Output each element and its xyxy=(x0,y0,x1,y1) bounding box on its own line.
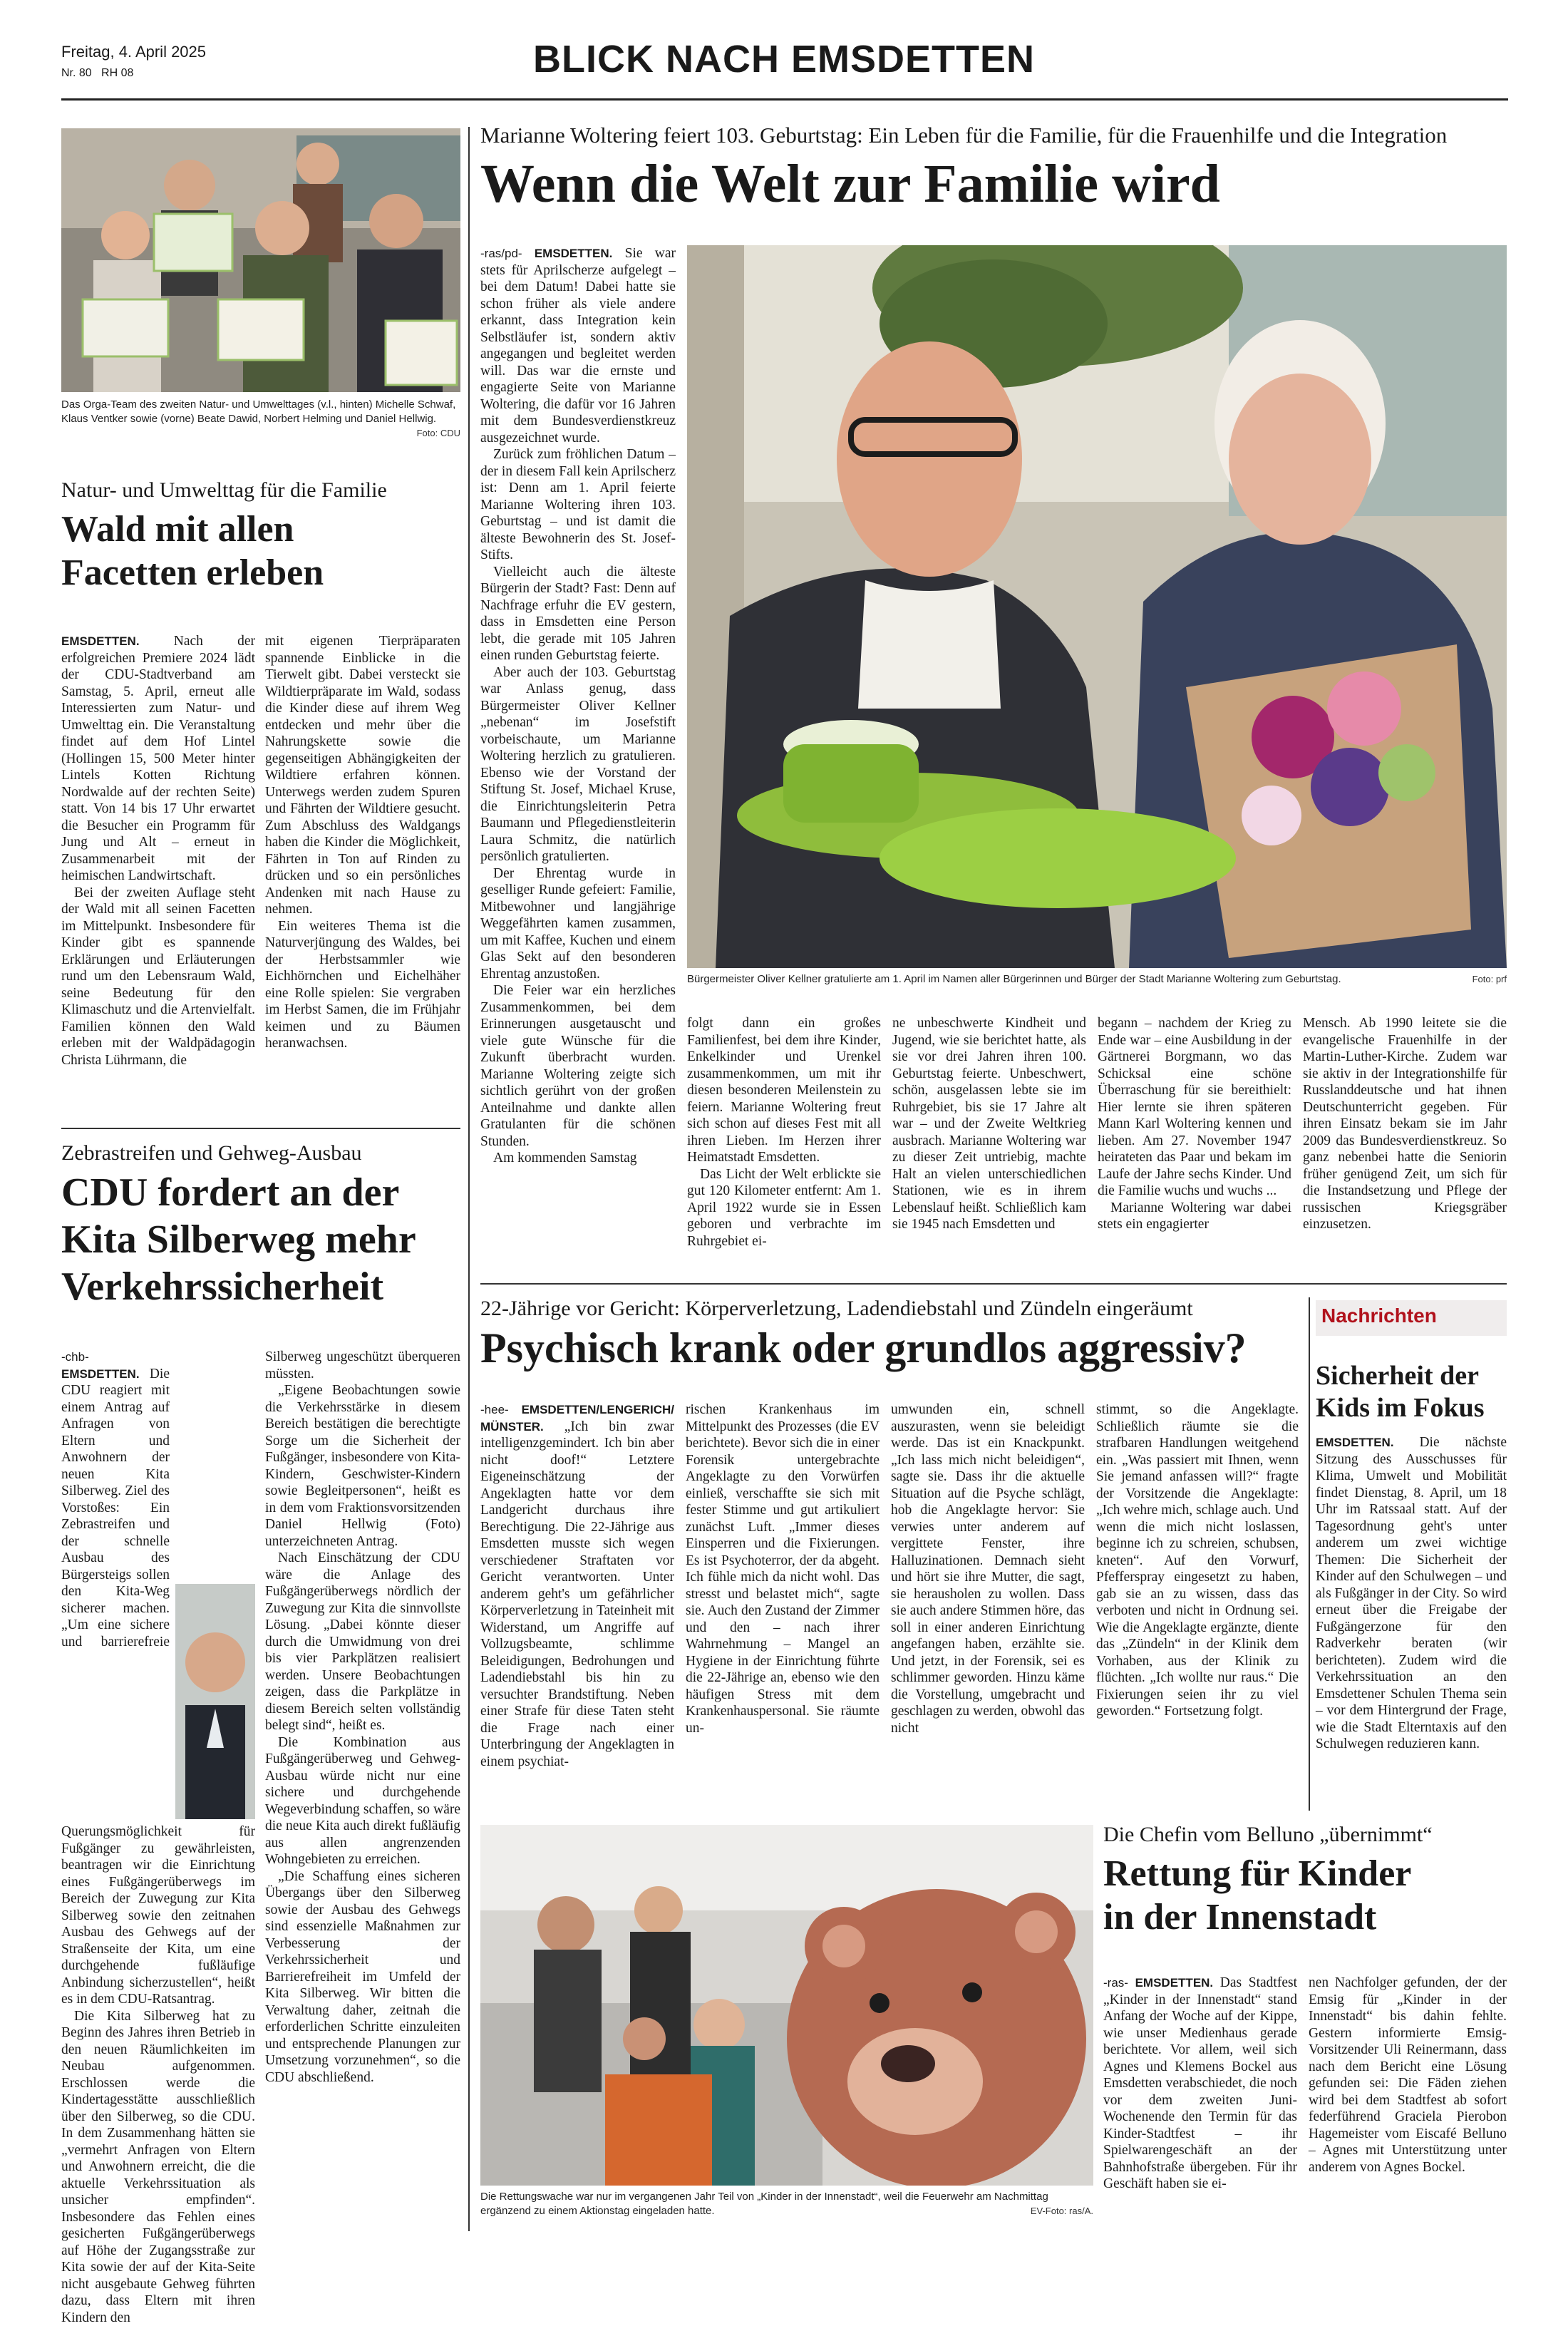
woltering-author: -ras/pd- xyxy=(480,247,522,260)
woltering-paragraph: Vielleicht auch die älteste Bürgerin der Stadt? Fast: Denn auf Nachfrage erfuhr die EV gestern, dass in Emsdetten eine Person lebt, die gerade mit 105 Jahren einen runden Geburtstag feierte. xyxy=(480,564,676,664)
kita-paragraph: „Eigene Beobachtungen sowie die Verkehrsstärke in diesem Bereich bestätigen die berechtigte Sorge um die Sicherheit der Fußgänger, insbesondere von Kita-Kindern, Geschwister-Kindern sowie Begleitpersonen“, heißt es in dem vom Fraktionsvorsitzenden Daniel Hellwig (Foto) unterzeichneten Antrag. xyxy=(265,1382,460,1550)
gericht-paragraph: umwunden ein, schnell auszurasten, wenn sie beleidigt werde. Das ist ein Knackpunkt. „Ich lass mich nicht beleidigen“, sagte sie. Dass ihr die aktuelle Situation auf die Psyche schlägt, hob die Angeklagte hervor: Sie verwies unter anderem auf vergittete Fenster, ihre Halluzinationen. Demnach sieht und hört sie ihre Mutter, die sagt, sie herausholen zu wollen. Dass sie auch andere Stimmen höre, das soll in einer anderen Einrichtung angefangen haben, erzählte sie. Und jetzt, in der Forensik, sei es schlimmer geworden. Hinzu käme die Vorstellung, umgebracht und geschlagen zu werden, obwohl das nicht xyxy=(891,1401,1085,1736)
gericht-headline: Psychisch krank oder grundlos aggressiv? xyxy=(480,1323,1300,1374)
woltering-dateline: EMSDETTEN. xyxy=(535,247,613,260)
belluno-author: -ras- xyxy=(1103,1976,1128,1990)
kita-kicker: Zebrastreifen und Gehweg-Ausbau xyxy=(61,1141,460,1166)
woltering-photo-credit: Foto: prf xyxy=(1472,972,1507,987)
birthday-photo-icon xyxy=(687,245,1507,968)
woltering-paragraph: Die Feier war ein herzliches Zusammenkommen, bei dem Erinnerungen ausgetauscht und viele gute Wünsche für die Zukunft überbracht wurden. Marianne Woltering zeigte sich sichtlich gerührt von der großen Anteilnahme und dankte allen Gratulanten für die schönen Stunden. xyxy=(480,982,676,1150)
kita-column-2 xyxy=(265,1349,460,2086)
woltering-column-1 xyxy=(480,245,676,1167)
news-headline-line1: Sicherheit der xyxy=(1316,1360,1507,1392)
gericht-column-4 xyxy=(1096,1401,1299,1720)
kita-dateline: EMSDETTEN. xyxy=(61,1367,140,1381)
woltering-column-3 xyxy=(892,1015,1086,1233)
column-divider-left xyxy=(468,127,470,2231)
kita-paragraph: Die CDU reagiert mit einem Antrag auf Anfragen von Eltern und Anwohnern der neuen Kita Silberweg. Ziel des Vorstoßes: Ein Zebrastreifen und der schnelle Ausbau des Bürgersteigs sollen den Kita-Weg sicherer machen. „Um eine sichere und barrierefreie Querungsmöglichkeit für Fußgänger zu gewährleisten, beantragen wir die Einrichtung eines Fußgängerüberwegs im Bereich der Zuwegung zur Kita Silberweg sowie den zeitnahen Ausbau des Gehwegs auf der Straßenseite der Kita, um eine durchgehende fußläufige Anbindung sicherzustellen“, heißt es in dem CDU-Ratsantrag. xyxy=(61,1367,255,2007)
kita-paragraph: „Die Schaffung eines sicheren Übergangs über den Silberweg sowie der Ausbau des Gehwegs sind essenzielle Maßnahmen zur Verbesserung der Verkehrssicherheit und Barrierefreiheit im Umfeld der Kita Silberweg. Wir bitten die Verwaltung daher, zeitnah die erforderlichen Schritte einzuleiten und entsprechende Planungen zur Umsetzung vorzunehmen“, so die CDU abschließend. xyxy=(265,1868,460,2086)
woltering-paragraph: Am kommenden Samstag xyxy=(480,1150,676,1167)
wald-paragraph: mit eigenen Tierpräparaten spannende Einblicke in die Tierwelt gibt. Dabei versteckt sie Wildtierpräparate im Wald, sodass die Kinder diese auf ihrem Weg entdecken und mehr über die Nahrungskette sowie die gegenseitigen Abhängigkeiten der Wildtiere erfahren können. Unterwegs werden zudem Spuren und Fährten der Wildtiere gesucht. Zum Abschluss des Waldgangs haben die Kinder die Möglichkeit, Fährten in Ton auf Rinden zu drücken und so ein persönliches Andenken mit nach Hause zu nehmen. xyxy=(265,633,460,918)
news-headline xyxy=(1316,1360,1507,1424)
woltering-column-5 xyxy=(1303,1015,1507,1233)
wald-photo-credit: Foto: CDU xyxy=(417,426,460,441)
belluno-caption xyxy=(480,2190,1093,2218)
belluno-headline xyxy=(1103,1852,1507,1940)
woltering-paragraph: Der Ehrentag wurde in geselliger Runde gefeiert: Familie, Mitbewohner und langjährige Weggefährten kamen zusammen, um mit Kaffee, Kuchen und einem Glas Sekt auf den besonderen Ehrentag anzustoßen. xyxy=(480,865,676,983)
belluno-paragraph: Das Stadtfest „Kinder in der Innenstadt“ stand Anfang der Woche auf der Kippe, wie unser Medienhaus gerade berichtete. Vor allem, weil sich Agnes und Klemens Bockel aus Emsdetten verabschiedet, die noch vor dem zweiten Juni-Wochenende den Termin für das Kinder-Stadtfest – ihr Spielwarengeschäft an der Bahnhofstraße übergeben. Für ihr Geschäft haben sie ei- xyxy=(1103,1975,1297,2191)
belluno-headline-line1: Rettung für Kinder xyxy=(1103,1852,1507,1895)
kita-column-1 xyxy=(61,1349,255,2326)
woltering-kicker: Marianne Woltering feiert 103. Geburtstag: Ein Leben für die Familie, für die Frauenhilfe und die Integration xyxy=(480,123,1507,148)
belluno-dateline: EMSDETTEN. xyxy=(1135,1976,1214,1990)
header-divider xyxy=(61,98,1508,101)
section-title: BLICK NACH EMSDETTEN xyxy=(0,37,1568,81)
news-box-label: Nachrichten xyxy=(1316,1300,1507,1332)
gericht-dateline: EMSDETTEN/LENGERICH/ MÜNSTER. xyxy=(480,1403,674,1434)
gericht-paragraph: stimmt, so die Angeklagte. Schließlich räumte sie die strafbaren Handlungen weitgehend ein. „Was passiert mit Ihnen, wenn Sie jemand anfassen will?“ fragte der Vorsitzende die Angeklagte: „Ich wehre mich, schlage auch. Und wenn die mich nicht loslassen, beginne ich zu schreien, schubsen, kneten“. Auf den Vorwurf, Pfefferspray eingesetzt zu haben, gab sie an zu wissen, dass das verboten und nicht in Ordnung sei. Wie die Angeklagte ergänzte, diente das „Zündeln“ in der Klinik dem Vorhaben, aus der Klinik zu flüchten. „Ich wollte nur raus.“ Die Fixierungen seien ihr zu viel geworden.“ Fortsetzung folgt. xyxy=(1096,1401,1299,1720)
section-divider-kita xyxy=(61,1128,460,1129)
woltering-headline: Wenn die Welt zur Familie wird xyxy=(480,153,1507,217)
kita-paragraph: Die Kita Silberweg hat zu Beginn des Jahres ihren Betrieb in den neuen Räumlichkeiten im Neubau aufgenommen. Erschlossen werde die Kindertagesstätte ausschließlich über den Silberweg, so die CDU. In dem Zusammenhang hätten sie „vermehrt Anfragen von Eltern und Anwohnern erreicht, die die aktuelle Verkehrssituation als unsicher empfinden“. Insbesondere das Fehlen eines gesicherten Fußgängerüberwegs auf Höhe der Zugangsstraße zur Kita sowie der auf der Kita-Seite nicht ausgebaute Gehweg führten dazu, dass Eltern mit ihren Kindern den xyxy=(61,2008,255,2326)
kita-author: -chb- xyxy=(61,1350,89,1364)
woltering-column-2 xyxy=(687,1015,881,1250)
issue-date: Freitag, 4. April 2025 xyxy=(61,41,206,63)
woltering-paragraph: begann – nachdem der Krieg zu Ende war – eine Ausbildung in der Gärtnerei Borgmann, wo das Schicksal eine schöne Überraschung für sie bereithielt: Hier lernte sie ihren späteren Mann Karl Woltering kennen und lieben. Am 27. November 1947 heirateten das Paar und bekam im Laufe der Jahre sechs Kinder. Und die Familie wuchs und wuchs ... xyxy=(1098,1015,1291,1200)
gericht-column-3 xyxy=(891,1401,1085,1736)
gericht-paragraph: rischen Krankenhaus im Mittelpunkt des Prozesses (die EV berichtete). Bevor sich die in einer Forensik untergebrachte Angeklagte zu den Vorwürfen einließ, verschaffte sie sich mit fester Stimme und gut artikuliert zunächst Luft. „Immer dieses Einsperren und die Fixierungen. Es ist Psychoterror, der da abgeht. Ich fühle mich da nicht wohl. Das stresst und belastet mich“, sagte sie. Auch den Zustand der Zimmer und den – nach ihrer Wahrnehmung – Mangel an Hygiene in der Einrichtung führte die 22-Jährige an, ebenso wie den häufigen Stress mit dem Krankenhauspersonal. Sie räumte un- xyxy=(686,1401,880,1736)
kita-headline-line2: Kita Silberweg mehr xyxy=(61,1216,460,1263)
kita-paragraph: Nach Einschätzung der CDU wäre die Anlage des Fußgängerüberwegs nördlich der Zuwegung zur Kita die sinnvollste Lösung. „Dabei könnte dieser durch die Umwidmung von drei bis vier Parkplätzen realisiert werden. Unsere Beobachtungen zeigen, dass die Parkplätze in diesem Bereich selten vollständig belegt sind“, heißt es. xyxy=(265,1550,460,1734)
belluno-photo-credit: EV-Foto: ras/A. xyxy=(1031,2204,1093,2218)
gericht-paragraph: „Ich bin zwar intelligenzgemindert. Ich bin aber nicht doof!“ Letztere Eigeneinschätzung der Angeklagten hatte vor dem Landgericht durchaus ihre Berechtigung. Die 22-Jährige aus Emsdetten musste sich wegen verschiedener Straftaten vor Gericht verantworten. Unter anderem geht's um gefährlicher Körperverletzung in Tateinheit mit Widerstand, um Angriffe auf Vollzugsbeamte, schlimme Beleidigungen, Bedrohungen und Ladendiebstahl bis hin zu versuchter Brandstiftung. Neben einer Strafe für diese Taten steht die Frage nach einer Unterbringung der Angeklagten in einem psychiat- xyxy=(480,1419,674,1769)
wald-headline-line2: Facetten erleben xyxy=(61,551,460,595)
kita-headline-line1: CDU fordert an der xyxy=(61,1169,460,1216)
portrait-photo-icon xyxy=(175,1584,255,1819)
woltering-paragraph: Das Licht der Welt erblickte sie gut 120 Kilometer entfernt: Am 1. April 1922 wurde sie in Essen geboren und verbrachte im Ruhrgebiet ei- xyxy=(687,1166,881,1250)
belluno-paragraph: nen Nachfolger gefunden, der der Emsig für „Kinder in der Innenstadt“ bis dahin fehlte. Gestern informierte Emsig-Vorsitzender Uli Reinermann, dass nach dem Bericht eine Lösung gefunden sei: Die Fäden ziehen wird bei dem Stadtfest ab sofort federführend Graciela Pierobon Hagemeister vom Eiscafé Belluno – Agnes mit Unterstützung unter anderem von Agnes Bockel. xyxy=(1309,1975,1507,2176)
woltering-column-4 xyxy=(1098,1015,1291,1233)
belluno-column-1 xyxy=(1103,1975,1297,2193)
belluno-kicker: Die Chefin vom Belluno „übernimmt“ xyxy=(1103,1822,1507,1848)
region-code: RH 08 xyxy=(101,67,133,79)
belluno-headline-line2: in der Innenstadt xyxy=(1103,1895,1507,1939)
wald-photo xyxy=(61,128,460,392)
wald-column-1 xyxy=(61,633,255,1069)
woltering-paragraph: Aber auch der 103. Geburtstag war Anlass genug, dass Bürgermeister Oliver Kellner „nebenan“ im Josefstift vorbeischaute, um Marianne Woltering herzlich zu gratulieren. Ebenso wie der Vorstand der Stiftung St. Josef, Michael Kruse, die Einrichtungsleiterin Petra Baumann und Pflegedienstleiterin Laura Schmitz, die natürlich persönlich gratulierten. xyxy=(480,664,676,865)
hellwig-portrait xyxy=(175,1584,255,1819)
kita-paragraph: Silberweg ungeschützt überqueren müssten. xyxy=(265,1349,460,1382)
wald-caption-text: Das Orga-Team des zweiten Natur- und Umwelttages (v.l., hinten) Michelle Schwaf, Klaus Ventker sowie (vorne) Beate Dawid, Norbert Helming und Daniel Hellwig. xyxy=(61,398,455,425)
news-headline-line2: Kids im Fokus xyxy=(1316,1392,1507,1424)
woltering-caption xyxy=(687,972,1507,987)
kita-paragraph: Die Kombination aus Fußgängerüberweg und Gehweg-Ausbau würde nicht nur eine sichere und durchgehende Wegeverbindung schaffen, so wäre die neue Kita auch direkt fußläufig aus allen angrenzenden Wohngebieten zu erreichen. xyxy=(265,1734,460,1868)
wald-headline xyxy=(61,508,460,595)
wald-paragraph: Nach der erfolgreichen Premiere 2024 lädt der CDU-Stadtverband am Samstag, 5. April, erneut alle Interessierten zum Natur- und Umwelttag ein. Die Veranstaltung findet auf dem Hof Lintel (Hollingen 15, 500 Meter hinter Lintels Kotten Richtung Nordwalde auf der rechten Seite) statt. Von 14 bis 17 Uhr erwartet die Besucher ein Programm für Jung und Alt – erneut in Zusammenarbeit mit der heimischen Landwirtschaft. xyxy=(61,634,255,883)
news-paragraph: Die nächste Sitzung des Ausschusses für Klima, Umwelt und Mobilität findet Dienstag, 8. April, um 18 Uhr im Ratssaal statt. Auf der Tagesordnung geht's unter anderem um zwei wichtige Themen: Die Sicherheit der Kinder auf den Schulwegen – und als Fußgänger in der City. So wird erneut über die Freigabe der Fußgängerzone für den Radverkehr beraten (wir berichteten). Zudem wird die Verkehrssituation an den Emsdettener Schulen Thema sein – vor dem Hintergrund der Frage, wie die Stadt Elterntaxis auf den Schulwegen reduzieren kann. xyxy=(1316,1435,1507,1751)
wald-dateline: EMSDETTEN. xyxy=(61,634,140,648)
belluno-column-2 xyxy=(1309,1975,1507,2176)
woltering-paragraph: Sie war stets für Aprilscherze aufgelegt – bei dem Datum! Dabei hatte sie schon früher als viele andere erkannt, dass Integration kein Selbstläufer ist, sondern aktiv angegangen und begleitet werden will. Das war die ernste und engagierte Seite von Marianne Woltering, die dafür vor 16 Jahren mit dem Bundesverdienstkreuz ausgezeichnet wurde. xyxy=(480,246,676,446)
woltering-caption-text: Bürgermeister Oliver Kellner gratulierte am 1. April im Namen aller Bürgerinnen und Bürger der Stadt Marianne Woltering zum Geburtstag. xyxy=(687,973,1341,985)
kita-headline-line3: Verkehrssicherheit xyxy=(61,1263,460,1310)
woltering-paragraph: Marianne Woltering war dabei stets ein engagierter xyxy=(1098,1200,1291,1233)
news-box-header xyxy=(1316,1300,1507,1336)
issue-nr: Nr. 80 xyxy=(61,67,92,79)
woltering-paragraph: Mensch. Ab 1990 leitete sie die evangelische Frauenhilfe in der Martin-Luther-Kirche. Zudem war sie aktiv in der Integrationshilfe für Russlanddeutsche und hat ihnen Deutschunterricht gegeben. Für ihren Einsatz bekam sie im Jahr 2009 das Bundesverdienstkreuz. So ganz nebenbei hatte die Seniorin früher genügend Zeit, um sich für die Instandsetzung und Pflege der russischen Kriegsgräber einzusetzen. xyxy=(1303,1015,1507,1233)
woltering-paragraph: Zurück zum fröhlichen Datum – der in diesem Fall kein Aprilscherz ist: Denn am 1. April feierte Marianne Woltering ihren 103. Geburtstag – und ist damit die älteste Bewohnerin des St. Josef-Stifts. xyxy=(480,446,676,564)
wald-paragraph: Bei der zweiten Auflage steht der Wald mit all seinen Facetten im Mittelpunkt. Insbesondere für Kinder gibt es spannende Erklärungen und Erläuterungen rund um den Lebensraum Wald, seine Bedeutung für den Klimaschutz und die Artenvielfalt. Familien können den Wald erleben mit der Waldpädagogin Christa Lührmann, die xyxy=(61,885,255,1069)
column-divider-news xyxy=(1309,1297,1310,1811)
wald-column-2 xyxy=(265,633,460,1052)
wald-caption xyxy=(61,398,460,441)
news-dateline: EMSDETTEN. xyxy=(1316,1436,1394,1449)
news-body xyxy=(1316,1434,1507,1753)
section-divider-gericht xyxy=(480,1283,1507,1285)
gericht-kicker: 22-Jährige vor Gericht: Körperverletzung, Ladendiebstahl und Zündeln eingeräumt xyxy=(480,1296,1300,1322)
wald-headline-line1: Wald mit allen xyxy=(61,508,460,551)
gericht-column-2 xyxy=(686,1401,880,1736)
gericht-column-1 xyxy=(480,1401,674,1770)
belluno-caption-text: Die Rettungswache war nur im vergangenen Jahr Teil von „Kinder in der Innenstadt“, weil die Feuerwehr am Nachmittag ergänzend zu einem Aktionstag eingeladen hatte. xyxy=(480,2191,1048,2217)
belluno-photo xyxy=(480,1825,1093,2186)
gericht-author: -hee- xyxy=(480,1403,509,1416)
kita-headline xyxy=(61,1169,460,1310)
wald-kicker: Natur- und Umwelttag für die Familie xyxy=(61,478,460,503)
woltering-paragraph: folgt dann ein großes Familienfest, bei dem ihre Kinder, Enkelkinder und Urenkel zusammenkommen, um mit ihr diesen besonderen Meilenstein zu feiern. Marianne Woltering freut sich schon auf dieses Fest mit all ihren Lieben. Im Herzen ihrer Heimatstadt Emsdetten. xyxy=(687,1015,881,1166)
group-photo-icon xyxy=(61,128,460,392)
woltering-paragraph: ne unbeschwerte Kindheit und Jugend, wie sie berichtet hatte, als sie vor drei Jahren ihren 100. Geburtstag feierte. Unbeschwert, schön, ausgelassen lebte sie im Ruhrgebiet, bis sie 17 Jahre alt war – und der Zweite Weltkrieg ausbrach. Marianne Woltering war zu dieser Zeit untriebig, machte Halt an vielen unterschiedlichen Stationen, wie es in ihrem Lebenslauf heißt. Schließlich kam sie 1945 nach Emsdetten und xyxy=(892,1015,1086,1233)
woltering-photo xyxy=(687,245,1507,968)
teddy-bear-photo-icon xyxy=(480,1825,1093,2186)
wald-paragraph: Ein weiteres Thema ist die Naturverjüngung des Waldes, bei der Herbstsammler wie Eichhörnchen und Eichelhäher eine Rolle spielen: Sie vergraben im Herbst Samen, die im Frühjahr keimen und zu Bäumen heranwachsen. xyxy=(265,918,460,1052)
